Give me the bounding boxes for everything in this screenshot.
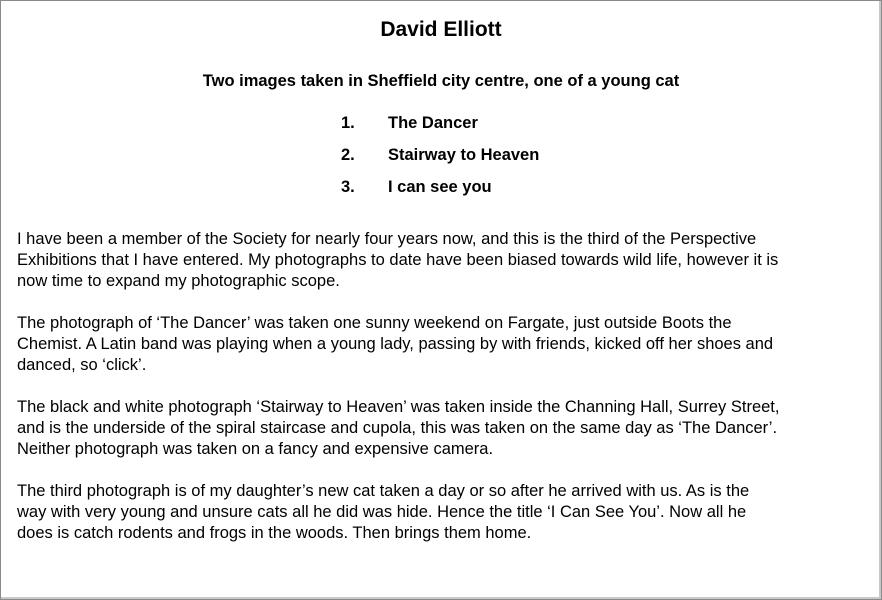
paragraph-the-dancer (17, 313, 867, 376)
photo-title-name: I can see you (388, 178, 492, 196)
photo-title-item (0, 112, 882, 144)
paragraph-membership (17, 229, 867, 292)
photo-title-number: 3. (341, 178, 355, 196)
text-line: Exhibitions that I have entered. My photographs to date have been biased towards wild life, however it is (17, 251, 779, 269)
photo-title-name: Stairway to Heaven (388, 146, 540, 164)
text-line: The photograph of ‘The Dancer’ was taken one sunny weekend on Fargate, just outside Boots the (17, 314, 732, 332)
text-line: danced, so ‘click’. (17, 356, 147, 374)
photo-title-list (0, 112, 882, 208)
text-line: I have been a member of the Society for nearly four years now, and this is the third of the Perspective (17, 230, 757, 248)
text-line: does is catch rodents and frogs in the woods. Then brings them home. (17, 524, 532, 542)
paragraph-stairway-to-heaven (17, 397, 867, 460)
photo-title-number: 1. (341, 114, 355, 132)
text-line: and is the underside of the spiral staircase and cupola, this was taken on the same day as ‘The Dancer’. (17, 419, 778, 437)
photo-title-item (0, 176, 882, 208)
text-line: way with very young and unsure cats all he did was hide. Hence the title ‘I Can See You’. Now all he (17, 503, 747, 521)
entry-subtitle: Two images taken in Sheffield city centre, one of a young cat (202, 72, 680, 90)
text-line: now time to expand my photographic scope. (17, 272, 340, 290)
paragraph-i-can-see-you (17, 481, 867, 544)
text-line: Chemist. A Latin band was playing when a young lady, passing by with friends, kicked off her shoes and (17, 335, 774, 353)
text-line: The black and white photograph ‘Stairway to Heaven’ was taken inside the Channing Hall, Surrey Street, (17, 398, 780, 416)
text-line: Neither photograph was taken on a fancy and expensive camera. (17, 440, 494, 458)
photo-title-number: 2. (341, 146, 355, 164)
body-text (17, 229, 867, 565)
photo-title-item (0, 144, 882, 176)
text-line: The third photograph is of my daughter’s new cat taken a day or so after he arrived with us. As is the (17, 482, 750, 500)
photo-title-name: The Dancer (388, 114, 478, 132)
author-heading: David Elliott (380, 18, 502, 41)
